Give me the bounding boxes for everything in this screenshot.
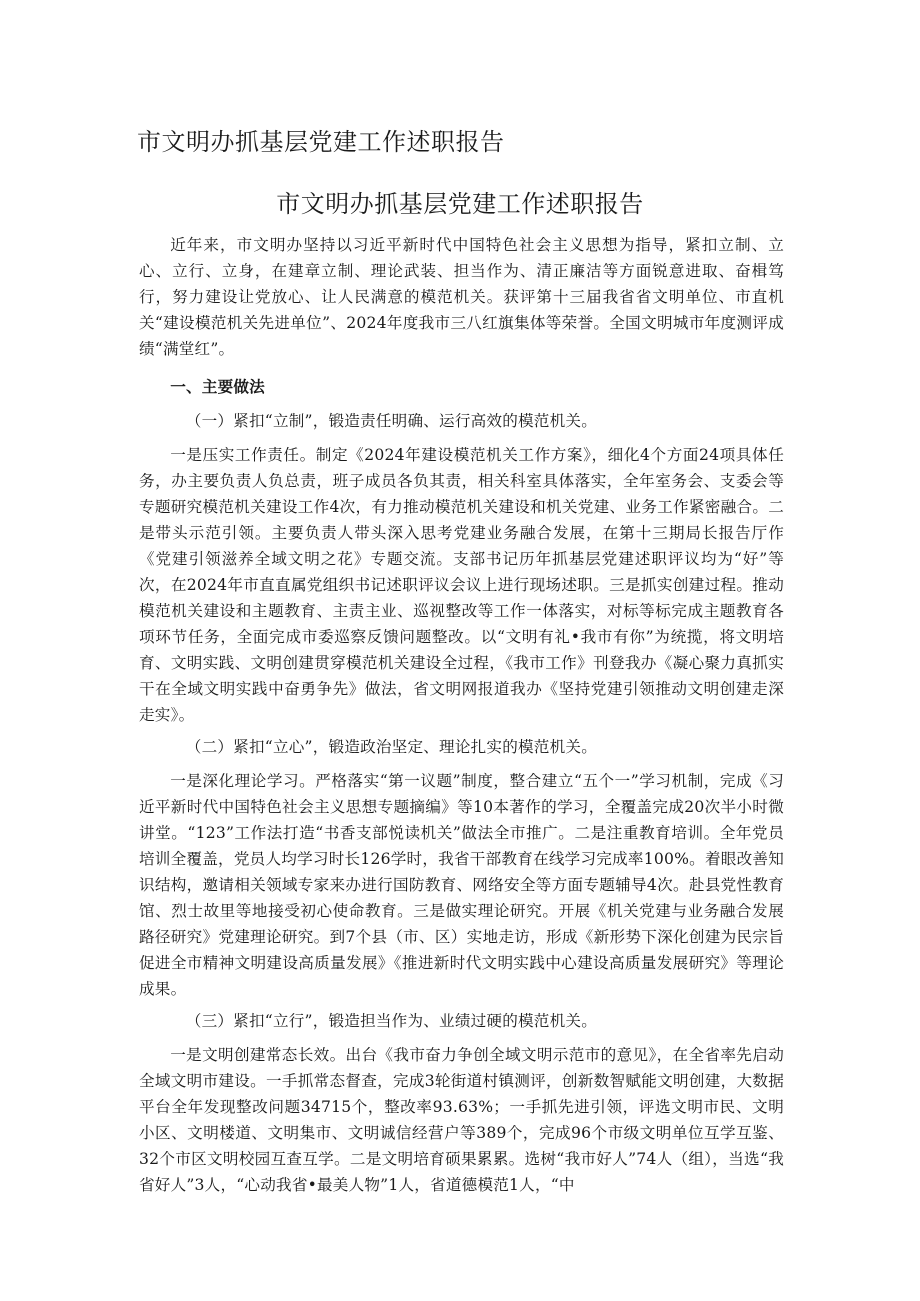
subsection-heading: （二）紧扣“立心”，锻造政治坚定、理论扎实的模范机关。	[185, 738, 597, 756]
document-title: 市文明办抓基层党建工作述职报告	[276, 190, 644, 218]
body-paragraph: 一是深化理论学习。严格落实“第一议题”制度，整合建立“五个一”学习机制，完成《习近平新时代中国特色社会主义思想专题摘编》等10本著作的学习，全覆盖完成20次半小时微讲堂。“123”工作法打造“书香支部悦读机关”做法全市推广。二是注重教育培训。全年党员培训全覆盖，党员人均学习时长126学时，我省干部教育在线学习完成率100%。着眼改善知识结构，邀请相关领域专家来办进行国防教育、网络安全等方面专题辅导4次。赴县党性教育馆、烈士故里等地接受初心使命教育。三是做实理论研究。开展《机关党建与业务融合发展路径研究》党建理论研究。到7个县（市、区）实地走访，形成《新形势下深化创建为民宗旨促进全市精神文明建设高质量发展》《推进新时代文明实践中心建设高质量发展研究》等理论成果。	[139, 772, 784, 998]
intro-paragraph: 近年来，市文明办坚持以习近平新时代中国特色社会主义思想为指导，紧扣立制、立心、立行、立身，在建章立制、理论武装、担当作为、清正廉洁等方面锐意进取、奋楫笃行，努力建设让党放心、让人民满意的模范机关。获评第十三届我省省文明单位、市直机关“建设模范机关先进单位”、2024年度我市三八红旗集体等荣誉。全国文明城市年度测评成绩“满堂红”。	[139, 236, 784, 358]
section-heading: 一、主要做法	[170, 378, 265, 396]
document-header: 市文明办抓基层党建工作述职报告	[137, 128, 505, 156]
subsection-heading: （三）紧扣“立行”，锻造担当作为、业绩过硬的模范机关。	[185, 1012, 597, 1030]
document-body	[139, 232, 784, 1198]
body-paragraph: 一是文明创建常态长效。出台《我市奋力争创全域文明示范市的意见》，在全省率先启动全域文明市建设。一手抓常态督查，完成3轮街道村镇测评，创新数智赋能文明创建，大数据平台全年发现整改问题34715个，整改率93.63%；一手抓先进引领，评选文明市民、文明小区、文明楼道、文明集市、文明诚信经营户等389个，完成96个市级文明单位互学互鉴、32个市区文明校园互查互学。二是文明培育硕果累累。选树“我市好人”74人（组），当选“我省好人”3人，“心动我省•最美人物”1人，省道德模范1人，“中	[139, 1046, 784, 1194]
body-paragraph: 一是压实工作责任。制定《2024年建设模范机关工作方案》，细化4个方面24项具体任务，办主要负责人负总责，班子成员各负其责，相关科室具体落实，全年室务会、支委会等专题研究模范机关建设工作4次，有力推动模范机关建设和机关党建、业务工作紧密融合。二是带头示范引领。主要负责人带头深入思考党建业务融合发展，在第十三期局长报告厅作《党建引领滋养全域文明之花》专题交流。支部书记历年抓基层党建述职评议均为“好”等次，在2024年市直直属党组织书记述职评议会议上进行现场述职。三是抓实创建过程。推动模范机关建设和主题教育、主责主业、巡视整改等工作一体落实，对标等标完成主题教育各项环节任务，全面完成市委巡察反馈问题整改。以“文明有礼•我市有你”为统揽，将文明培育、文明实践、文明创建贯穿模范机关建设全过程，《我市工作》刊登我办《凝心聚力真抓实干在全域文明实践中奋勇争先》做法，省文明网报道我办《坚持党建引领推动文明创建走深走实》。	[139, 446, 784, 724]
subsection-heading: （一）紧扣“立制”，锻造责任明确、运行高效的模范机关。	[185, 412, 597, 430]
